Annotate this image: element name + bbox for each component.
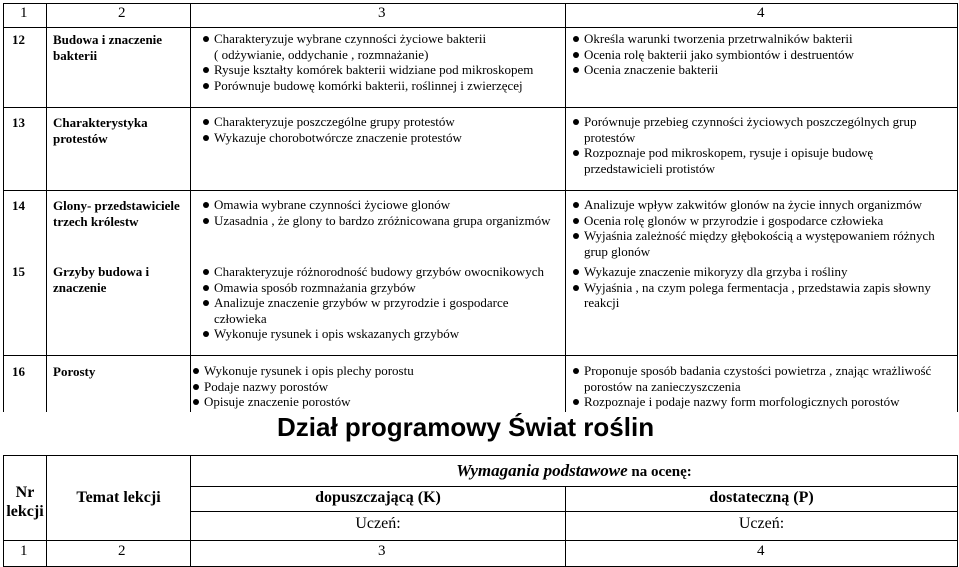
lesson-topic-header: Temat lekcji [76, 489, 161, 506]
lesson-number: 12 [12, 32, 25, 47]
list-item: Wykonuje rysunek i opis plechy porostu [191, 363, 563, 379]
list-item: Określa warunki tworzenia przetrwalników bakterii [571, 31, 956, 47]
list-item: Podaje nazwy porostów [191, 379, 563, 395]
column-number-2: 2 [118, 543, 126, 559]
column-number-2: 2 [118, 5, 126, 21]
list-item: Wykonuje rysunek i opis wskazanych grzybów [201, 326, 563, 342]
list-item: Charakteryzuje wybrane czynności życiowe bakterii [201, 31, 563, 47]
lesson-topic: Glony- przedstawiciele trzech królestw [53, 198, 180, 229]
list-item: Opisuje znaczenie porostów [191, 394, 563, 410]
column-number-1: 1 [20, 5, 28, 21]
list-item: protestów [584, 129, 636, 145]
list-item: Analizuje znaczenie grzybów w przyrodzie i gospodarce [201, 295, 563, 311]
column-number-1: 1 [20, 543, 28, 559]
list-item: Rysuje kształty komórek bakterii widziane pod mikroskopem [201, 62, 563, 78]
list-item: Porównuje budowę komórki bakterii, roślinnej i zwierzęcej [201, 78, 563, 94]
list-item: Analizuje wpływ zakwitów glonów na życie innych organizmów [571, 197, 956, 213]
section-title: Dział programowy Świat roślin [277, 412, 655, 442]
basic-requirements-list [191, 363, 563, 410]
list-item: Rozpoznaje i podaje nazwy form morfologicznych porostów [571, 394, 956, 410]
lesson-number: 16 [12, 364, 25, 379]
column-number-4: 4 [757, 5, 765, 21]
list-item: Porównuje przebieg czynności życiowych poszczególnych grup [571, 114, 956, 130]
list-item: Ocenia rolę glonów w przyrodzie i gospodarce człowieka [571, 213, 956, 229]
student-label: Uczeń: [738, 515, 785, 532]
lesson-topic: Porosty [53, 364, 96, 379]
list-item: Charakteryzuje poszczególne grupy protestów [201, 114, 563, 130]
lesson-number: 14 [12, 198, 25, 213]
extended-requirements-list [571, 363, 956, 410]
grade-dopuszczajaca-header: dopuszczającą (K) [315, 489, 441, 506]
requirements-header: Wymagania podstawowe na ocenę: [456, 461, 692, 480]
extended-requirements-list [571, 114, 956, 176]
student-label: Uczeń: [355, 515, 401, 532]
lesson-number: 15 [12, 264, 25, 279]
list-item: człowieka [214, 310, 267, 326]
column-number-3: 3 [378, 5, 386, 21]
lesson-topic: Budowa i znaczenie bakterii [53, 32, 163, 63]
list-item: Wykazuje znaczenie mikoryzy dla grzyba i rośliny [571, 264, 956, 280]
list-item: Uzasadnia , że glony to bardzo zróżnicowana grupa organizmów [201, 213, 563, 229]
lesson-number: 13 [12, 115, 25, 130]
list-item: Ocenia rolę bakterii jako symbiontów i destruentów [571, 47, 956, 63]
list-item: Ocenia znaczenie bakterii [571, 62, 956, 78]
list-item: ( odżywianie, oddychanie , rozmnażanie) [214, 46, 429, 62]
column-number-4: 4 [757, 543, 765, 559]
list-item: Wyjaśnia zależność między głębokością a występowaniem różnych [571, 228, 956, 244]
basic-requirements-list [201, 264, 563, 342]
extended-requirements-list [571, 264, 956, 311]
list-item: przedstawicieli protistów [584, 160, 716, 176]
basic-requirements-list [201, 31, 563, 93]
lesson-topic: Grzyby budowa i znaczenie [53, 264, 150, 295]
lesson-number-header: Nr lekcji [6, 484, 44, 520]
list-item: Omawia wybrane czynności życiowe glonów [201, 197, 563, 213]
list-item: Omawia sposób rozmnażania grzybów [201, 280, 563, 296]
lesson-topic: Charakterystyka protestów [53, 115, 148, 146]
column-number-3: 3 [378, 543, 386, 559]
list-item: Rozpoznaje pod mikroskopem, rysuje i opisuje budowę [571, 145, 956, 161]
extended-requirements-list [571, 31, 956, 78]
extended-requirements-list [571, 197, 956, 259]
basic-requirements-list [201, 114, 563, 145]
list-item: Charakteryzuje różnorodność budowy grzybów owocnikowych [201, 264, 563, 280]
grade-dostateczna-header: dostateczną (P) [709, 489, 814, 506]
list-item: Wykazuje chorobotwórcze znaczenie protestów [201, 130, 563, 146]
list-item: porostów na zanieczyszczenia [584, 378, 741, 394]
list-item: Proponuje sposób badania czystości powietrza , znając wrażliwość [571, 363, 956, 379]
basic-requirements-list [201, 197, 563, 228]
list-item: Wyjaśnia , na czym polega fermentacja , przedstawia zapis słowny [571, 280, 956, 296]
list-item: grup glonów [584, 243, 651, 259]
list-item: reakcji [584, 295, 620, 311]
